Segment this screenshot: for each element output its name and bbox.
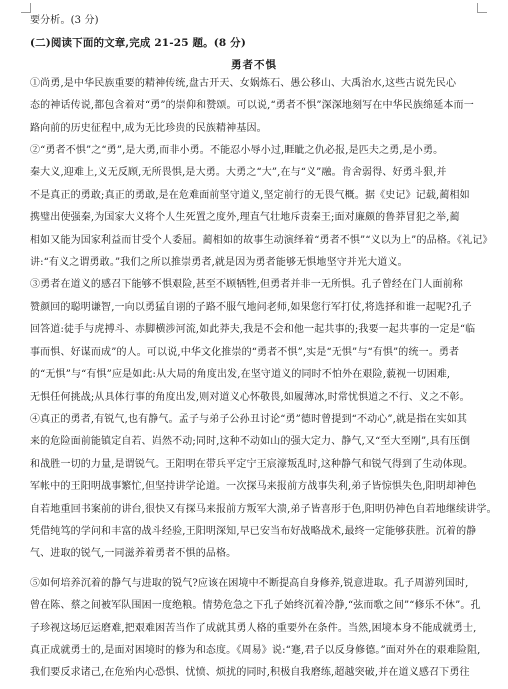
- text-line: 携璧出使强秦,为国家大义将个人生死置之度外,理直气壮地斥责秦王;面对廉颇的鲁莽冒犯之举,蔺: [30, 212, 460, 224]
- document-page: [30, 10, 497, 685]
- text-line: ①尚勇,是中华民族重要的精神传统,盘古开天、女娲炼石、愚公移山、大禹治水,这些古说先民心: [30, 77, 457, 89]
- text-line: 事而惧、好谋而成”的人。可以说,中华文化推崇的“勇者不惧”,实是“无惧”与“有惧”的统一。勇者: [30, 346, 460, 358]
- paragraph-1: [30, 73, 478, 140]
- section-heading: (二)阅读下面的文章,完成 21-25 题。(8 分): [30, 37, 246, 50]
- text-line: 相如又能为国家利益而甘受个人委屈。蔺相如的故事生动演绎着“勇者不惧”“义以为上”的品格。《礼记》: [30, 234, 493, 246]
- header-fragment: 要分析。(3 分): [30, 15, 99, 26]
- text-line: 态的神话传说,都包含着对“勇”的崇仰和赞颂。可以说,“勇者不惧”深深地刻写在中华民族绵延本而一: [30, 100, 474, 112]
- text-line: 无惧任何挑战;从具体行事的角度出发,则对道义心怀敬畏,如履薄冰,时常忧惧道之不行、义之不彰。: [30, 391, 470, 403]
- text-line: 我们要反求诸己,在危殆内心恐惧、忧愤、烦扰的同时,积极自我磨练,超越突破,并在道义感召下勇往: [30, 667, 470, 679]
- text-line: 子珍视这场厄运磨难,把艰难困苦当作了成就其勇人格的重要外在条件。当然,困境本身不能成就勇士,: [30, 622, 477, 634]
- text-line: 和战胜一切的力量,是谓锐气。王阳明在带兵平定宁王宸濠叛乱时,这种静气和锐气得到了生动体现。: [30, 458, 474, 470]
- text-line: 曾在陈、蔡之间被军队围困一度绝粮。情势危急之下孔子始终沉着冷静,“弦而歌之间”“修乐不休”。孔: [30, 600, 481, 612]
- text-line: 军帐中的王阳明战事繁忙,但坚持讲学论道。一次探马来报前方战事失利,弟子皆惊惧失色,阳明却神色: [30, 481, 477, 493]
- text-line: 路向前的历史征程中,成为无比珍贵的民族精神基因。: [30, 122, 267, 134]
- text-line: 回答道:徒手与虎搏斗、赤脚横涉河流,如此莽夫,我是不会和他一起共事的;我要一起共事的一定是“临: [30, 324, 476, 336]
- text-line: 自若地重回书案前的讲台,很快又有探马来报前方叛军大溃,弟子皆喜形于色,阳明仍神色自若地继续讲学。: [30, 503, 497, 515]
- article-title: 勇者不惧: [231, 58, 277, 71]
- text-line: 凭借纯笃的学问和丰富的战斗经验,王阳明深知,早已安当布好战略战术,最终一定能够获胜。沉着的静: [30, 525, 477, 537]
- text-line: 真正成就勇士的,是面对困境时的修为和态度。《周易》说:“蹇,君子以反身修德。”面对外在的艰难险阻,: [30, 644, 481, 656]
- text-line: 讲:“有义之谓勇敢。”我们之所以推崇勇者,就是因为勇者能够无惧地坚守并光大道义。: [30, 257, 408, 269]
- paragraph-5: [30, 573, 481, 685]
- paragraph-3: [30, 274, 478, 408]
- text-line: 的“无惧”与“有惧”应是如此:从大局的角度出发,在坚守道义的同时不怕外在艰险,藐视一切困难,: [30, 369, 451, 381]
- page-corner-mark: [477, 3, 487, 13]
- text-line: 秦大义,迎难上,义无反顾,无所畏惧,是大勇。大勇之“大”,在与“义”融。肯舍弱得、好勇斗狠,并: [30, 167, 447, 179]
- text-line: ③勇者在道义的感召下能够不惧艰险,甚至不顾牺牲,但勇者并非一无所惧。孔子曾经在门人面前称: [30, 279, 463, 291]
- paragraph-2: [30, 140, 493, 274]
- text-line: 来的危险面前能镇定自若、岿然不动;同时,这种不动如山的强大定力、静气,又“至大至刚”,具有压倒: [30, 436, 471, 448]
- text-line: 不是真正的勇敢;真正的勇敢,是在危难面前坚守道义,坚定前行的无畏气概。据《史记》记载,蔺相如: [30, 189, 470, 201]
- text-line: 气、进取的锐气,一同滋养着勇者不惧的品格。: [30, 548, 237, 560]
- text-line: ④真正的勇者,有锐气,也有静气。孟子与弟子公孙丑讨论“勇”德时曾提到“不动心”,就是指在实如其: [30, 413, 468, 425]
- paragraph-gap: [30, 566, 478, 573]
- text-line: 赞颜回的聪明谦智,一向以勇猛自诩的子路不服气地问老师,如果您行军打仗,将选择和谁一起呢?孔子: [30, 301, 472, 313]
- text-line: ②“勇者不惧”之“勇”,是大勇,而非小勇。不能忍小辱小过,睚眦之仇必报,是匹夫之勇,是小勇。: [30, 145, 444, 157]
- text-line: ⑤如何培养沉着的静气与进取的锐气?应该在困境中不断提高自身修养,锐意进取。孔子周游列国时,: [30, 577, 469, 589]
- paragraph-4: [30, 409, 497, 566]
